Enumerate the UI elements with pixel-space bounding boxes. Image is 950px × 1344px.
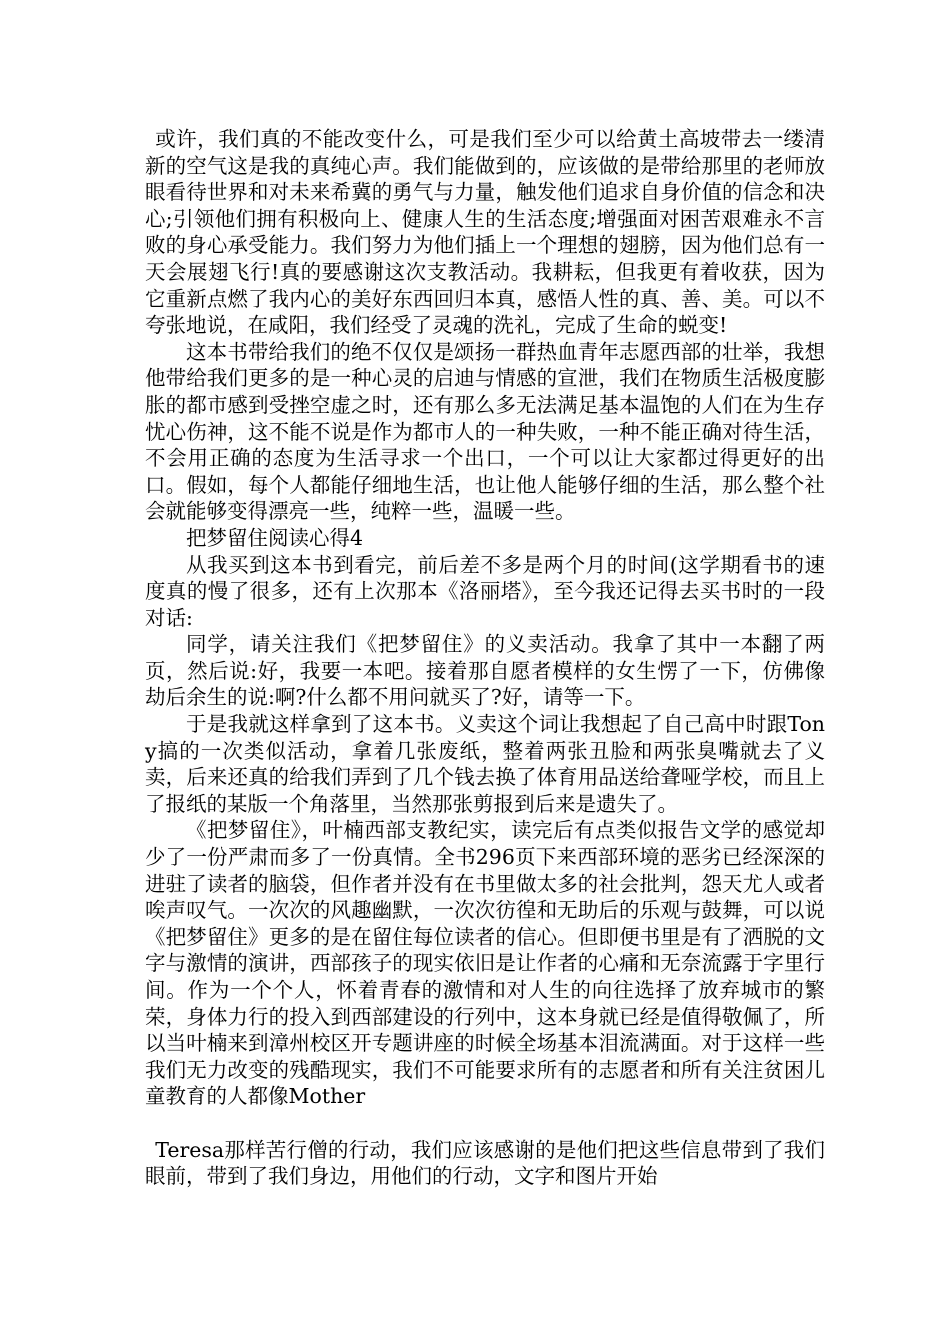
paragraph-5: 于是我就这样拿到了这本书。义卖这个词让我想起了自己高中时跟Tony搞的一次类似活动，拿着几张废纸，整着两张丑脸和两张臭嘴就去了义卖，后来还真的给我们弄到了几个钱去换了体育用品送给聋哑学校，而且上了报纸的某版一个角落里，当然那张剪报到后来是遗失了。 <box>145 712 825 816</box>
paragraph-3: 从我买到这本书到看完，前后差不多是两个月的时间(这学期看书的速度真的慢了很多，还有上次那本《洛丽塔》，至今我还记得去买书时的一段对话: <box>145 552 825 630</box>
document-body <box>145 126 825 1190</box>
paragraph-1: 或许，我们真的不能改变什么，可是我们至少可以给黄土高坡带去一缕清新的空气这是我的真纯心声。我们能做到的，应该做的是带给那里的老师放眼看待世界和对未来希冀的勇气与力量，触发他们追求自身价值的信念和决心;引领他们拥有积极向上、健康人生的生活态度;增强面对困苦艰难永不言败的身心承受能力。我们努力为他们插上一个理想的翅膀，因为他们总有一天会展翅飞行!真的要感谢这次支教活动。我耕耘，但我更有着收获，因为它重新点燃了我内心的美好东西回归本真，感悟人性的真、善、美。可以不夸张地说，在咸阳，我们经受了灵魂的洗礼，完成了生命的蜕变! <box>145 127 825 338</box>
paragraph-2: 这本书带给我们的绝不仅仅是颂扬一群热血青年志愿西部的壮举，我想他带给我们更多的是一种心灵的启迪与情感的宣泄，我们在物质生活极度膨胀的都市感到受挫空虚之时，还有那么多无法满足基本温饱的人们在为生存忧心伤神，这不能不说是作为都市人的一种失败，一种不能正确对待生活，不会用正确的态度为生活寻求一个出口，一个可以让大家都过得更好的出口。假如，每个人都能仔细地生活，也让他人能够仔细的生活，那么整个社会就能够变得漂亮一些，纯粹一些，温暖一些。 <box>145 339 825 524</box>
paragraph-7: Teresa那样苦行僧的行动，我们应该感谢的是他们把这些信息带到了我们眼前，带到了我们身边，用他们的行动，文字和图片开始 <box>145 1137 825 1189</box>
section-heading: 把梦留住阅读心得4 <box>186 525 364 550</box>
paragraph-6: 《把梦留住》，叶楠西部支教纪实，读完后有点类似报告文学的感觉却少了一份严肃而多了一份真情。全书296页下来西部环境的恶劣已经深深的进驻了读者的脑袋，但作者并没有在书里做太多的社会批判，怨天尤人或者唉声叹气。一次次的风趣幽默，一次次彷徨和无助后的乐观与鼓舞，可以说《把梦留住》更多的是在留住每位读者的信心。但即便书里是有了洒脱的文字与激情的演讲，西部孩子的现实依旧是让作者的心痛和无奈流露于字里行间。作为一个个人，怀着青春的激情和对人生的向往选择了放弃城市的繁荣，身体力行的投入到西部建设的行列中，这本身就已经是值得敬佩了，所以当叶楠来到漳州校区开专题讲座的时候全场基本泪流满面。对于这样一些我们无力改变的残酷现实，我们不可能要求所有的志愿者和所有关注贫困儿童教育的人都像Mother <box>145 818 825 1109</box>
paragraph-4: 同学，请关注我们《把梦留住》的义卖活动。我拿了其中一本翻了两页，然后说:好，我要一本吧。接着那自愿者模样的女生愣了一下，仿佛像劫后余生的说:啊?什么都不用问就买了?好，请等一下。 <box>145 632 825 710</box>
paragraph-gap <box>145 1110 825 1137</box>
